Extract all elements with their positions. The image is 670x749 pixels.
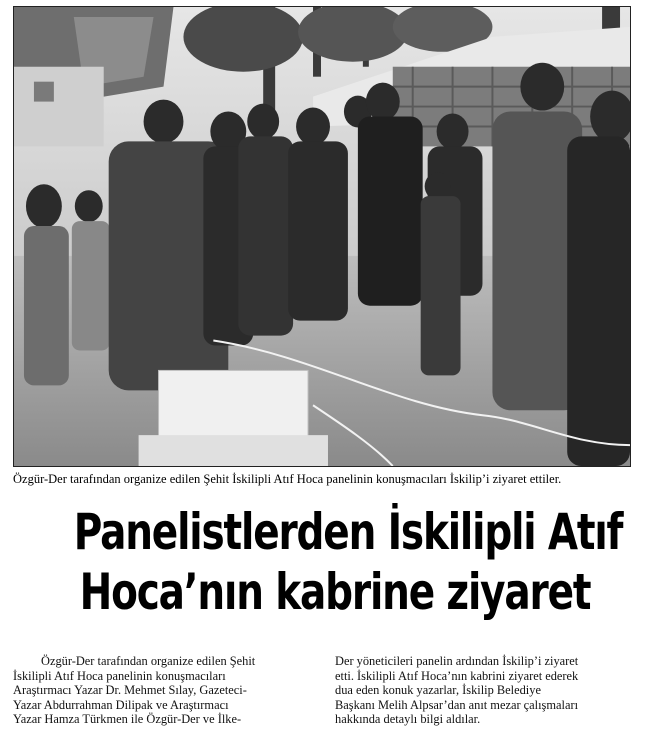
body-line: etti. İskilipli Atıf Hoca’nın kabrini ziyaret ederek [335,668,579,683]
headline-line-1: Panelistlerden İskilipli Atıf [73,503,623,561]
body-line: İskilipli Atıf Hoca panelinin konuşmacıları [13,668,226,683]
article-body [13,654,641,744]
body-line: Başkanı Melih Alpsar’dan anıt mezar çalışmaları [335,697,579,712]
article-column-right [335,654,627,727]
headline-line-2: Hoca’nın kabrine ziyaret [79,563,591,621]
body-line: dua eden konuk yazarlar, İskilip Belediye [335,683,541,698]
photo-illustration [14,7,630,466]
article-column-left [13,654,305,727]
body-line: Özgür-Der tarafından organize edilen Şehit [41,654,256,668]
body-line: Araştırmacı Yazar Dr. Mehmet Sılay, Gazeteci- [13,683,247,698]
body-line: Der yöneticileri panelin ardından İskilip’i ziyaret [335,654,579,668]
photo-caption: Özgür-Der tarafından organize edilen Şehit İskilipli Atıf Hoca panelinin konuşmacıları İskilip’i ziyaret ettiler. [13,472,562,486]
news-photo [13,6,631,467]
body-line: hakkında detaylı bilgi aldılar. [335,712,481,727]
headline [73,502,623,622]
body-line: Yazar Abdurrahman Dilipak ve Araştırmacı [13,697,229,712]
body-line: Yazar Hamza Türkmen ile Özgür-Der ve İlke- [13,712,242,727]
